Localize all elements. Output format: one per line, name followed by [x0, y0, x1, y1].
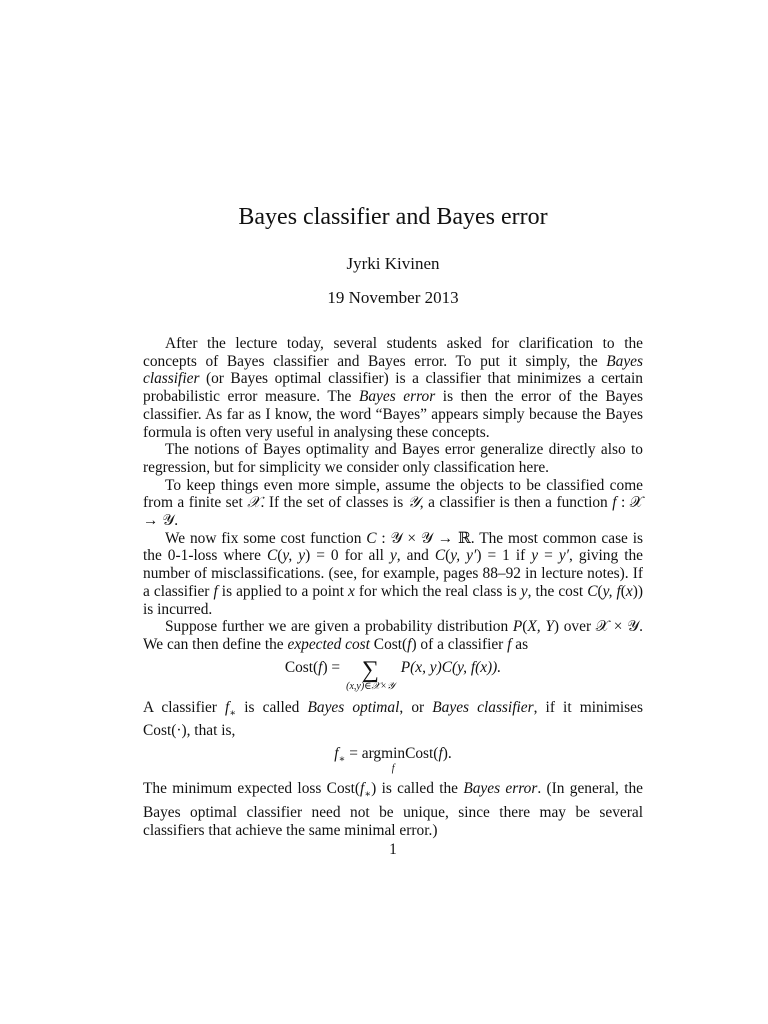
- emphasis-bayes-error: Bayes error: [358, 388, 436, 406]
- math-symbol: x: [625, 582, 633, 600]
- text-run: Suppose further we are given a probability distribution: [165, 618, 513, 636]
- equation-argmin: [143, 745, 643, 774]
- text-run: (: [277, 547, 283, 565]
- text-run: =: [538, 547, 559, 565]
- text-run: (: [445, 547, 451, 565]
- math-symbol: 𝒳: [247, 494, 261, 512]
- emphasis-bayes-classifier: Bayes classifier: [143, 352, 643, 388]
- math-symbol: f: [438, 745, 443, 763]
- paper-title: Bayes classifier and Bayes error: [238, 204, 548, 230]
- text-run: = arg: [345, 745, 382, 763]
- text-run: A classifier: [143, 698, 226, 716]
- text-run: as: [511, 635, 529, 653]
- math-symbol: C: [366, 529, 377, 547]
- math-symbol: P: [512, 618, 523, 636]
- text-run: The minimum expected loss Cost(: [143, 780, 361, 798]
- equation-expected-cost: [143, 656, 643, 693]
- min-label: min: [381, 745, 406, 763]
- text-run: for which the real class is: [354, 582, 521, 600]
- sigma-symbol: ∑: [361, 656, 379, 683]
- text-run: . If the set of classes is: [260, 494, 408, 512]
- math-symbol: f: [507, 635, 512, 653]
- author-name: Jyrki Kivinen: [346, 254, 440, 273]
- text-run: is applied to a point: [217, 582, 349, 600]
- text-run: , a classifier is then a function: [419, 494, 613, 512]
- text-run: : 𝒳 → 𝒴.: [143, 494, 644, 530]
- text-run: (: [522, 618, 528, 636]
- text-run: ).: [442, 745, 452, 763]
- math-symbol: f: [225, 698, 230, 716]
- text-run: Cost(: [369, 635, 408, 653]
- math-symbol: C: [434, 547, 446, 565]
- text-run: )) is incurred.: [143, 582, 643, 618]
- text-run: To keep things even more simple, assume the objects to be classified come from a finite set: [143, 476, 643, 512]
- math-subscript: ∗: [338, 754, 346, 766]
- equation-argmin-lhs: [334, 745, 381, 769]
- math-symbol: C: [267, 547, 278, 565]
- text-run: (: [597, 582, 603, 600]
- math-symbol: f: [360, 780, 365, 798]
- text-run: ) is called the: [371, 780, 464, 798]
- math-subscript: ∗: [229, 707, 237, 719]
- paragraph-bayes-error: [143, 780, 643, 839]
- text-run: , the cost: [527, 582, 588, 600]
- document-page: [143, 0, 643, 1024]
- math-symbol: y, y: [282, 547, 306, 565]
- math-subscript: ∗: [364, 789, 372, 801]
- text-run: ) over 𝒳 × 𝒴. We can then define the: [143, 618, 643, 653]
- text-run: We now fix some cost function: [165, 529, 367, 547]
- text-run: , or: [399, 698, 433, 716]
- emphasis-expected-cost: expected cost: [287, 635, 370, 653]
- equation-rhs: P(x, y)C(y, f(x)).: [400, 658, 502, 676]
- text-run: is then the error of the Bayes classifier. As far as I know, the word “Bayes” appears simply because the Bayes formula is often very useful in analysing these concepts.: [143, 388, 643, 441]
- math-symbol: y, y′: [450, 547, 477, 565]
- paragraph-intro: [143, 335, 643, 441]
- summation-index: (x,y)∈𝒳×𝒴: [346, 680, 395, 692]
- equation-lhs: [285, 659, 340, 677]
- paragraph-finite-set: [143, 477, 643, 530]
- math-symbol: y: [389, 547, 397, 565]
- text-run: is called: [236, 698, 308, 716]
- text-run: , giving the number of misclassifications. (see, for example, pages 88–92 in lecture notes). If a classifier: [143, 547, 644, 600]
- text-run: (: [620, 582, 626, 600]
- math-symbol: f: [407, 635, 412, 653]
- body-text: [143, 335, 643, 839]
- paragraph-distribution: [143, 618, 643, 653]
- text-run: (or Bayes optimal classifier) is a classifier that minimizes a certain probabilistic error measure. The: [143, 370, 643, 406]
- math-symbol: y: [531, 547, 539, 565]
- page-number: 1: [389, 841, 397, 858]
- math-symbol: f: [213, 582, 218, 600]
- text-run: ) = 1 if: [476, 547, 532, 565]
- math-symbol: y′: [558, 547, 570, 565]
- paragraph-regression: The notions of Bayes optimality and Bayes error generalize directly also to regression, but for simplicity we consider only classification here.: [143, 441, 643, 476]
- argmin-index: f: [391, 763, 395, 775]
- text-run: , and: [396, 547, 435, 565]
- paragraph-bayes-optimal: [143, 699, 643, 740]
- emphasis-bayes-optimal: Bayes optimal: [307, 698, 400, 716]
- text-run: . (In general, the Bayes optimal classifier need not be unique, since there may be several classifiers that achieve the same minimal error.): [143, 780, 644, 839]
- equation-argmin-rhs: [405, 745, 452, 763]
- emphasis-bayes-error: Bayes error: [463, 780, 538, 798]
- text-run: , if it minimises Cost(·), that is,: [143, 698, 643, 740]
- text-run: ) = 0 for all: [305, 547, 390, 565]
- emphasis-bayes-classifier: Bayes classifier: [432, 698, 534, 716]
- paragraph-cost-function: [143, 530, 643, 619]
- summation: [346, 656, 395, 693]
- text-run: : 𝒴 × 𝒴 → ℝ. The most common case is the 0-1-loss where: [143, 529, 643, 565]
- math-symbol: C: [587, 582, 598, 600]
- text-run: Cost(: [284, 658, 319, 676]
- math-symbol: f: [334, 745, 339, 763]
- math-symbol: x: [348, 582, 355, 600]
- math-symbol: X, Y: [527, 618, 554, 636]
- math-symbol: y, f: [602, 582, 621, 600]
- math-symbol: 𝒴: [407, 494, 420, 512]
- text-run: After the lecture today, several students asked for clarification to the concepts of Bayes classifier and Bayes error. To put it simply, the: [143, 335, 643, 370]
- argmin-operator: [381, 745, 405, 774]
- document-date: 19 November 2013: [327, 288, 459, 307]
- math-symbol: y: [520, 582, 528, 600]
- text-run: ) =: [322, 658, 341, 676]
- math-symbol: f: [318, 658, 323, 676]
- text-run: Cost(: [405, 745, 439, 763]
- math-symbol: f: [612, 494, 617, 512]
- text-run: ) of a classifier: [411, 635, 508, 653]
